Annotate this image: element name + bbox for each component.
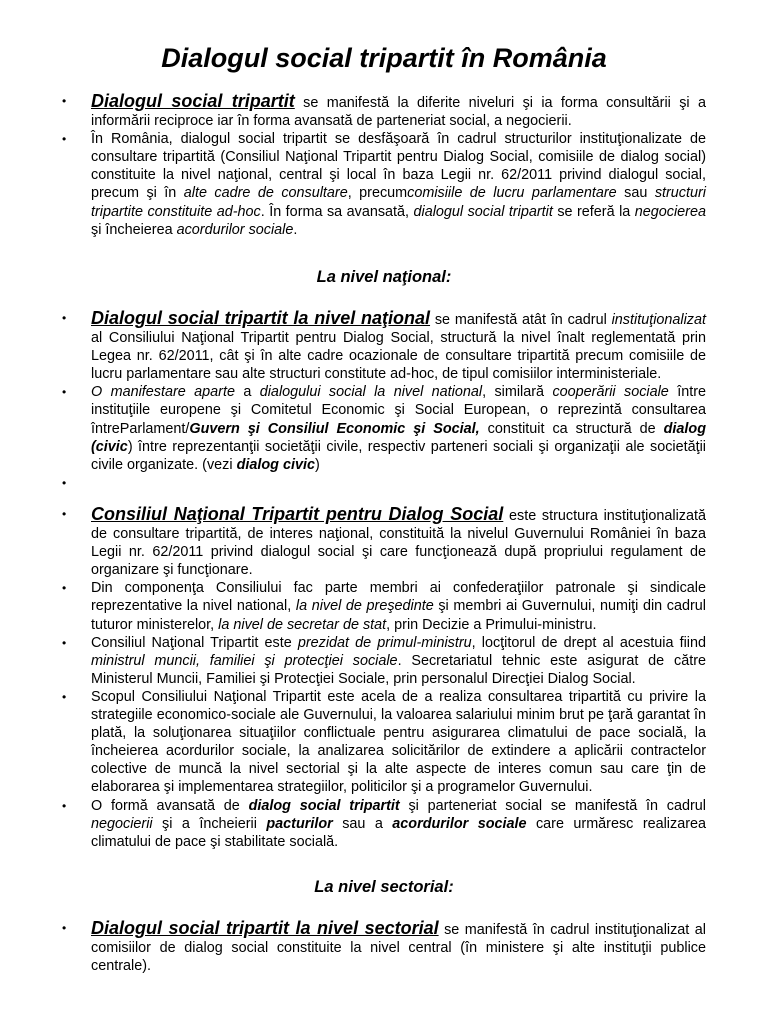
list-item bbox=[62, 130, 706, 239]
text-run: Scopul Consiliului Naţional Tripartit este acela de a realiza consultarea tripartită cu privire la strategiile economico-sociale ale Guvernului, la valoarea salariului minim brut pe ţară garantat în plată, la soluţionarea situaţiilor conflictuale pentru asigurarea climatului de pace socială, la încheierea acordurilor sociale, la analizarea solicitărilor de extindere a aplicării contractelor colective de muncă la nivel sectorial şi la alte aspecte de interes comun sau care ţin de elaborarea şi implementarea strategiilor, politicilor şi a programelor Guvernului. bbox=[91, 688, 706, 796]
text-run: , similară bbox=[482, 384, 553, 401]
text-run: prezidat de primul-ministru bbox=[297, 634, 472, 651]
text-run: alte cadre de consultare bbox=[183, 185, 348, 202]
text-run: Dialogul social tripartit bbox=[91, 91, 295, 111]
sectorial-list bbox=[62, 919, 706, 975]
text-run: constituit ca structură de bbox=[479, 420, 664, 437]
text-run: care urmăresc realizarea climatului de pace şi stabilitate socială. bbox=[91, 815, 707, 850]
list-item bbox=[62, 505, 706, 579]
text-run: între instituţiile europene şi Comitetul Economic şi Social European, o reprezintă consultarea între bbox=[91, 384, 706, 437]
text-run: ) între reprezentanţii societăţii civile, respectiv parteneri sociali şi organizaţii ale societăţii civile organizate. (vezi bbox=[91, 438, 706, 473]
text-run: . Secretariatul tehnic este asigurat de către Ministerul Muncii, Familiei şi Protecţiei Sociale, prin personalul Direcţiei Dialog Social. bbox=[91, 652, 706, 687]
text-run: la nivel de preşedinte bbox=[295, 598, 434, 615]
list-item bbox=[62, 579, 706, 633]
text-run: Dialogul social tripartit la nivel sectorial bbox=[91, 918, 439, 938]
text-run: ministrul muncii, familiei şi protecţiei sociale bbox=[91, 652, 398, 669]
text-run: pacturilor bbox=[266, 815, 333, 832]
text-run: sau bbox=[616, 185, 655, 202]
text-run: structuri tripartite constituite ad-hoc bbox=[91, 185, 706, 220]
text-run: În România, dialogul social tripartit se desfăşoară în cadrul structurilor instituţionalizate de consultare tripartită (Consiliul Naţional Tripartit pentru Dialog Social, comisiile de dialog social) constituite la nivel naţional, central şi local în baza Legii nr. 62/2011 privind dialogul social, precum şi în bbox=[91, 131, 706, 202]
text-run: comisiile de lucru parlamentare bbox=[407, 185, 617, 202]
text-run: se referă la bbox=[552, 203, 635, 220]
text-run: se manifestă în cadrul instituţionalizat al comisiilor de dialog social constituite la nivel central (în ministere şi alte instituţii publice centrale). bbox=[91, 922, 706, 975]
intro-list bbox=[62, 92, 706, 239]
text-run: Din componenţa Consiliului fac parte membri ai confederaţiilor patronale şi sindicale reprezentative la nivel national, bbox=[91, 580, 706, 615]
text-run: Parlament/ bbox=[119, 420, 190, 437]
text-run: al Consiliului Naţional Tripartit pentru Dialog Social, structură la nivel înalt reglementată prin Legea nr. 62/2011, cât şi în alte cadre ocazionale de consultare tripartită precum comisiile de lucru parlamentare sau alte structuri constitute ad-hoc, de tipul comisiilor interministeriale. bbox=[91, 330, 706, 383]
list-item bbox=[62, 92, 706, 130]
text-run: şi încheierea bbox=[91, 221, 177, 238]
text-run: Consiliul Naţional Tripartit pentru Dialog Social bbox=[91, 504, 504, 524]
text-run: dialogul social tripartit bbox=[413, 203, 553, 220]
text-run: acordurilor sociale bbox=[176, 221, 294, 238]
list-item bbox=[62, 634, 706, 688]
text-run: dialog civic bbox=[236, 456, 315, 473]
list-item bbox=[62, 309, 706, 383]
text-run: O manifestare aparte bbox=[91, 384, 235, 401]
text-run: , locţitorul de drept al acestuia fiind bbox=[471, 634, 706, 651]
list-item bbox=[62, 688, 706, 797]
section-heading-sectorial: La nivel sectorial: bbox=[314, 878, 454, 896]
text-run: se manifestă la diferite niveluri şi ia forma consultării şi a informării reciproce iar în forma avansată de parteneriat social, a negocierii. bbox=[91, 95, 706, 130]
text-run: , prin Decizie a Primului-ministru. bbox=[386, 616, 597, 633]
text-run: Guvern şi Consiliul Economic şi Social, bbox=[189, 420, 480, 437]
text-run: dialog social tripartit bbox=[248, 797, 400, 814]
text-run: se manifestă atât în cadrul bbox=[430, 312, 612, 328]
text-run: , precum bbox=[347, 185, 408, 202]
text-run: . În forma sa avansată, bbox=[260, 203, 414, 220]
text-run: instituţionalizat bbox=[611, 312, 706, 328]
spacer bbox=[62, 474, 706, 485]
national-list bbox=[62, 309, 706, 485]
list-item bbox=[62, 919, 706, 975]
text-run: negocierii bbox=[91, 815, 153, 832]
text-run: O formă avansată de bbox=[91, 797, 249, 814]
council-list bbox=[62, 505, 706, 851]
page-title: Dialogul social tripartit în România bbox=[161, 43, 607, 73]
text-run: Consiliul Naţional Tripartit este bbox=[91, 634, 298, 651]
text-run: şi membri ai Guvernului, numiţi din cadrul tuturor ministerelor, bbox=[91, 598, 706, 633]
text-run: negocierea bbox=[634, 203, 706, 220]
text-run: acordurilor sociale bbox=[392, 815, 527, 832]
text-run: la nivel de secretar de stat bbox=[218, 616, 387, 633]
text-run: şi parteneriat social se manifestă în cadrul bbox=[399, 797, 706, 814]
text-run: cooperării sociale bbox=[552, 384, 669, 401]
section-heading-national: La nivel naţional: bbox=[316, 268, 452, 286]
text-run: a bbox=[234, 384, 260, 401]
text-run: . bbox=[293, 221, 298, 238]
list-item bbox=[62, 797, 706, 851]
text-run: este structura instituţionalizată de consultare tripartită, de interes naţional, constituită la nivelul Guvernului României în baza Legii nr. 62/2011 privind dialogul social şi care funcţionează după propriului regulament de organizare şi funcţionare. bbox=[91, 508, 706, 579]
text-run: ) bbox=[314, 456, 320, 473]
text-run: şi a încheierii bbox=[152, 815, 267, 832]
text-run: dialogului social la nivel national bbox=[259, 384, 483, 401]
list-item bbox=[62, 383, 706, 473]
text-run: dialog (civic bbox=[91, 420, 706, 455]
text-run: Dialogul social tripartit la nivel naţional bbox=[91, 308, 431, 328]
text-run: sau a bbox=[332, 815, 393, 832]
